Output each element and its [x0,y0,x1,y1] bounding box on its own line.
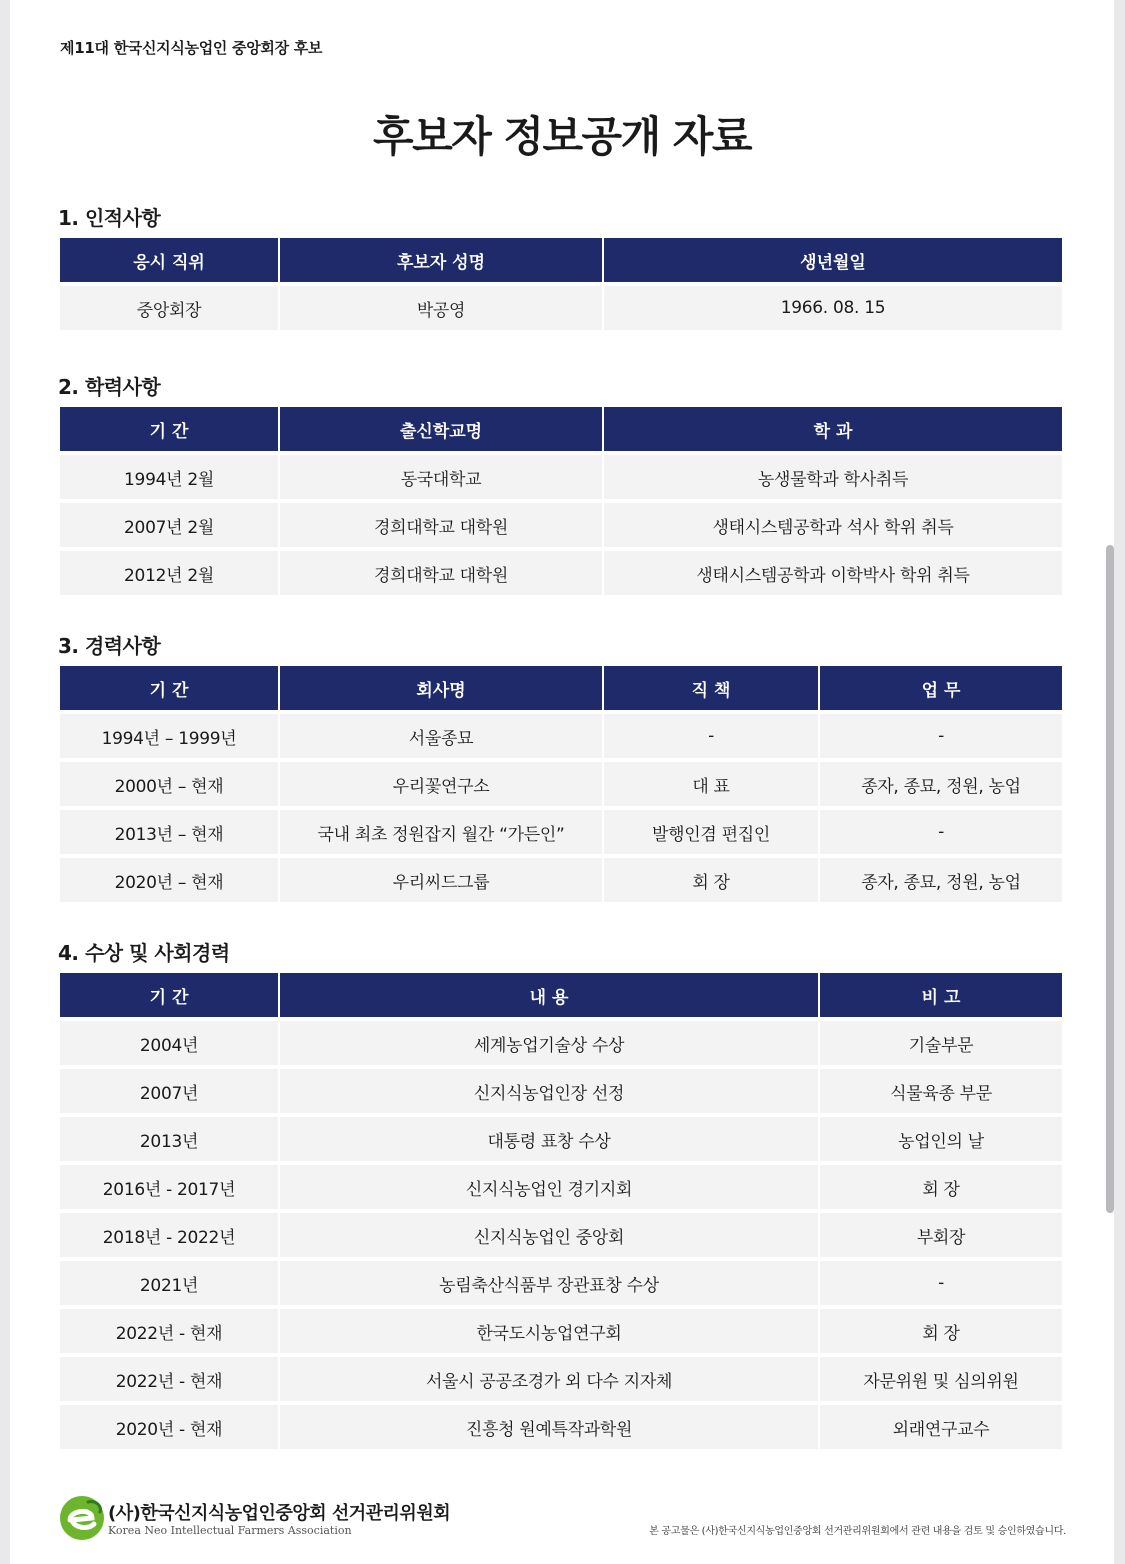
table-row [60,1309,1062,1357]
column-header: 비 고 [820,973,1062,1021]
table-cell: 우리씨드그룹 [280,858,602,906]
table-cell: 생태시스템공학과 석사 학위 취득 [604,503,1062,551]
table-cell: 2013년 [60,1117,278,1165]
column-header: 생년월일 [604,238,1062,286]
election-label: 제11대 한국신지식농업인 중앙회장 후보 [60,39,323,57]
column-header: 기 간 [60,973,278,1021]
column-header: 회사명 [280,666,602,714]
table-cell: 2022년 - 현재 [60,1357,278,1405]
footer-org-name: (사)한국신지식농업인중앙회 선거관리위원회 [108,1503,451,1524]
table-cell: 종자, 종묘, 정원, 농업 [820,762,1062,810]
table-cell: 대 표 [604,762,818,810]
table-cell: 중앙회장 [60,286,278,334]
table-row [60,551,1062,599]
table-cell: 농림축산식품부 장관표창 수상 [280,1261,818,1309]
page-title: 후보자 정보공개 자료 [373,112,751,161]
table-cell: 회 장 [820,1165,1062,1213]
table-cell: 1966. 08. 15 [604,286,1062,334]
section-title-personal: 1. 인적사항 [58,206,161,230]
table-cell: 회 장 [820,1309,1062,1357]
table-cell: 박공영 [280,286,602,334]
column-header: 내 용 [280,973,818,1021]
table-cell: - [820,1261,1062,1309]
column-header: 기 간 [60,407,278,455]
table-cell: - [604,714,818,762]
table-cell: 한국도시농업연구회 [280,1309,818,1357]
footer-org-name-en: Korea Neo Intellectual Farmers Association [108,1524,352,1537]
table-header-row [60,973,1062,1021]
table-cell: 2016년 - 2017년 [60,1165,278,1213]
association-logo-icon [58,1494,106,1542]
column-header: 응시 직위 [60,238,278,286]
table-cell: 회 장 [604,858,818,906]
table-cell: 2018년 - 2022년 [60,1213,278,1261]
table-cell: 발행인겸 편집인 [604,810,818,858]
table-cell: 식물육종 부문 [820,1069,1062,1117]
document-page [10,0,1114,1564]
table-row [60,1069,1062,1117]
table-row [60,1357,1062,1405]
table-row [60,503,1062,551]
table-row [60,286,1062,334]
table-cell: 국내 최초 정원잡지 월간 “가든인” [280,810,602,858]
table-row [60,1117,1062,1165]
table-cell: 기술부문 [820,1021,1062,1069]
table-cell: 2012년 2월 [60,551,278,599]
table-cell: 신지식농업인장 선정 [280,1069,818,1117]
section-title-career: 3. 경력사항 [58,634,161,658]
table-cell: 1994년 – 1999년 [60,714,278,762]
column-header: 업 무 [820,666,1062,714]
table-cell: 서울종묘 [280,714,602,762]
career-table [58,666,1064,906]
table-cell: 2007년 2월 [60,503,278,551]
section-title-education: 2. 학력사항 [58,375,161,399]
footer-approval-note: 본 공고물은 (사)한국신지식농업인중앙회 선거관리위원회에서 관련 내용을 검토 및 승인하였습니다. [649,1526,1066,1537]
table-cell: 외래연구교수 [820,1405,1062,1453]
table-header-row [60,238,1062,286]
section-title-awards: 4. 수상 및 사회경력 [58,941,230,965]
table-row [60,455,1062,503]
table-cell: - [820,810,1062,858]
column-header: 학 과 [604,407,1062,455]
table-cell: 2000년 – 현재 [60,762,278,810]
table-cell: 우리꽃연구소 [280,762,602,810]
table-cell: 부회장 [820,1213,1062,1261]
table-cell: 신지식농업인 중앙회 [280,1213,818,1261]
education-table [58,407,1064,599]
column-header: 후보자 성명 [280,238,602,286]
personal-info-table [58,238,1064,334]
table-row [60,858,1062,906]
table-row [60,810,1062,858]
table-cell: 세계농업기술상 수상 [280,1021,818,1069]
column-header: 직 책 [604,666,818,714]
table-cell: 종자, 종묘, 정원, 농업 [820,858,1062,906]
table-cell: 농업인의 날 [820,1117,1062,1165]
table-cell: 경희대학교 대학원 [280,503,602,551]
table-cell: 2004년 [60,1021,278,1069]
table-cell: 2021년 [60,1261,278,1309]
table-cell: - [820,714,1062,762]
table-cell: 농생물학과 학사취득 [604,455,1062,503]
table-cell: 신지식농업인 경기지회 [280,1165,818,1213]
table-cell: 대통령 표창 수상 [280,1117,818,1165]
table-row [60,1261,1062,1309]
table-row [60,1021,1062,1069]
table-cell: 2013년 – 현재 [60,810,278,858]
table-cell: 자문위원 및 심의위원 [820,1357,1062,1405]
table-cell: 진흥청 원예특작과학원 [280,1405,818,1453]
table-cell: 경희대학교 대학원 [280,551,602,599]
table-cell: 동국대학교 [280,455,602,503]
table-cell: 2007년 [60,1069,278,1117]
column-header: 출신학교명 [280,407,602,455]
table-header-row [60,407,1062,455]
table-row [60,1405,1062,1453]
table-cell: 2020년 - 현재 [60,1405,278,1453]
table-cell: 생태시스템공학과 이학박사 학위 취득 [604,551,1062,599]
table-cell: 서울시 공공조경가 외 다수 지자체 [280,1357,818,1405]
table-cell: 2022년 - 현재 [60,1309,278,1357]
table-cell: 1994년 2월 [60,455,278,503]
table-row [60,762,1062,810]
table-row [60,1165,1062,1213]
awards-table [58,973,1064,1453]
vertical-scrollbar[interactable] [1106,545,1114,1213]
column-header: 기 간 [60,666,278,714]
table-header-row [60,666,1062,714]
table-row [60,714,1062,762]
table-row [60,1213,1062,1261]
table-cell: 2020년 – 현재 [60,858,278,906]
